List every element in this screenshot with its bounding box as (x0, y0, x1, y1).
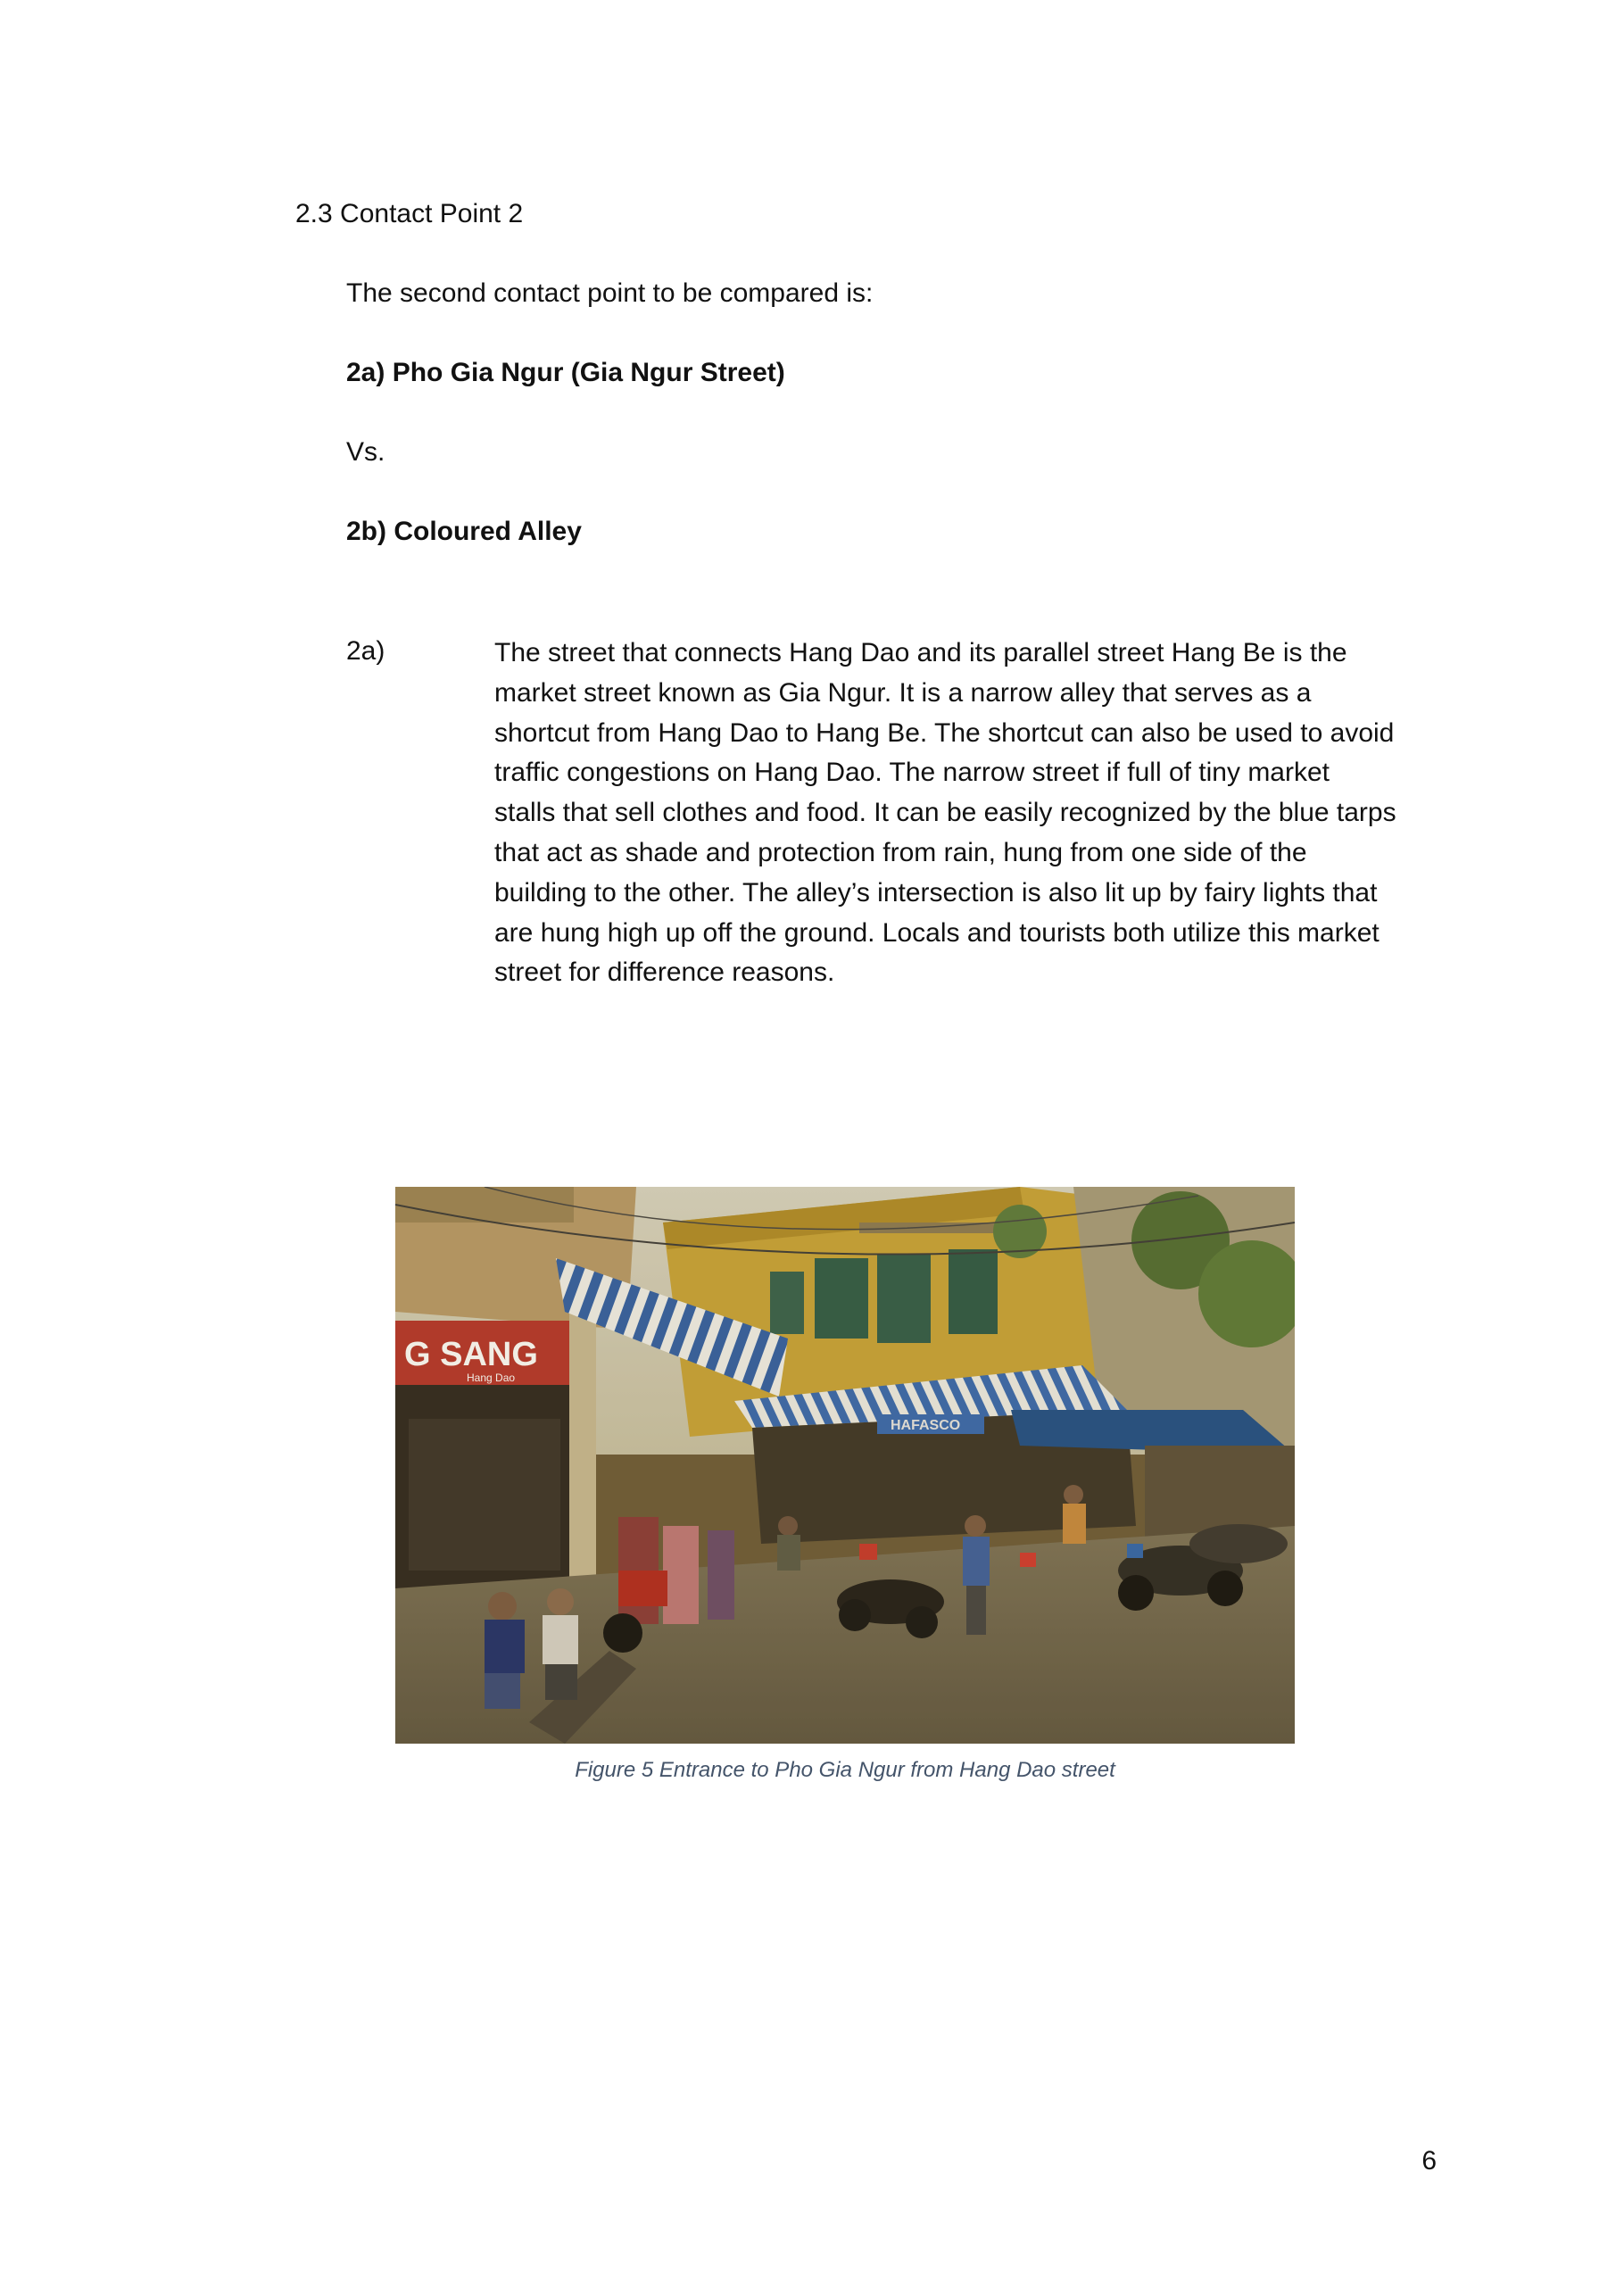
shop-sign-subtext: Hang Dao (467, 1372, 516, 1384)
page-number: 6 (1421, 2146, 1437, 2176)
section-heading: 2.3 Contact Point 2 (295, 199, 524, 228)
figure-caption: Figure 5 Entrance to Pho Gia Ngur from Hang Dao street (575, 1758, 1115, 1782)
contact-point-2a-title: 2a) Pho Gia Ngur (Gia Ngur Street) (346, 358, 785, 387)
intro-text: The second contact point to be compared is: (346, 278, 874, 308)
contact-point-2b-title: 2b) Coloured Alley (346, 517, 582, 546)
paragraph-line: that act as shade and protection from rain, hung from one side of the (494, 837, 1307, 867)
paragraph-line: street for difference reasons. (494, 957, 835, 988)
description-paragraph (494, 634, 1440, 993)
paragraph-line: traffic congestions on Hang Dao. The narrow street if full of tiny market (494, 758, 1330, 788)
paragraph-line: shortcut from Hang Dao to Hang Be. The shortcut can also be used to avoid (494, 717, 1395, 748)
paragraph-line: stalls that sell clothes and food. It can be easily recognized by the blue tarps (494, 798, 1396, 828)
shop-sign-text: G SANG (404, 1336, 538, 1373)
versus-text: Vs. (346, 437, 385, 467)
paragraph-line: market street known as Gia Ngur. It is a narrow alley that serves as a (494, 677, 1312, 708)
paragraph-line: building to the other. The alley’s intersection is also lit up by fairy lights that (494, 877, 1378, 908)
paragraph-line: The street that connects Hang Dao and its parallel street Hang Be is the (494, 638, 1347, 667)
street-photo-illustration (395, 1187, 1295, 1744)
awning-text: HAFASCO (891, 1418, 961, 1433)
paragraph-label: 2a) (346, 636, 385, 666)
paragraph-line: are hung high up off the ground. Locals and tourists both utilize this market (494, 917, 1380, 948)
street-photo (395, 1187, 1295, 1744)
